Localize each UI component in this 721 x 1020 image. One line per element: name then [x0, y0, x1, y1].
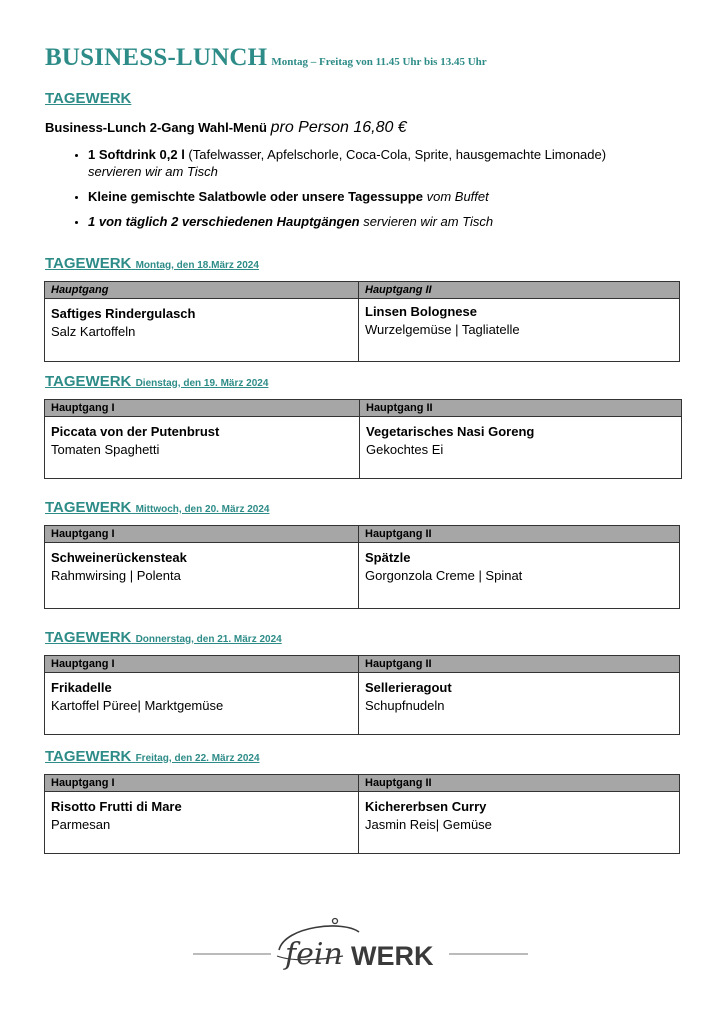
column-header: Hauptgang II [360, 400, 682, 417]
day-date: Freitag, den 22. März 2024 [135, 753, 260, 764]
menu-table-friday [44, 774, 680, 854]
offer-line [45, 119, 407, 137]
dish-cell [359, 543, 680, 609]
column-header: Hauptgang I [45, 400, 360, 417]
page-title-row [45, 44, 487, 72]
dish-name: Saftiges Rindergulasch [51, 306, 196, 321]
column-header: Hauptgang I [45, 656, 359, 673]
table-header-row [45, 400, 682, 417]
day-date: Dienstag, den 19. März 2024 [135, 378, 269, 389]
column-header: Hauptgang I [45, 526, 359, 543]
day-brand: TAGEWERK [45, 373, 132, 390]
dish-side: Wurzelgemüse | Tagliatelle [365, 322, 520, 337]
dish-cell [45, 673, 359, 735]
table-row [45, 543, 680, 609]
day-brand: TAGEWERK [45, 748, 132, 765]
dish-name: Frikadelle [51, 680, 112, 695]
table-row [45, 417, 682, 479]
day-date: Mittwoch, den 20. März 2024 [135, 504, 270, 515]
day-date: Donnerstag, den 21. März 2024 [135, 634, 282, 645]
day-heading-thursday [45, 629, 282, 646]
bullet-text: (Tafelwasser, Apfelschorle, Coca-Cola, Sprite, hausgemachte Limonade) [184, 147, 607, 162]
menu-table-monday [44, 281, 680, 362]
menu-table-wednesday [44, 525, 680, 609]
offer-bullets [45, 146, 688, 238]
dish-side: Gekochtes Ei [366, 442, 444, 457]
menu-table-tuesday [44, 399, 682, 479]
table-row [45, 792, 680, 854]
bullet-bold: 1 von täglich 2 verschiedenen Hauptgängen [88, 214, 360, 229]
page-title: BUSINESS-LUNCH [45, 44, 268, 71]
bullet-item [88, 146, 688, 180]
dish-cell [45, 543, 359, 609]
dish-name: Kichererbsen Curry [365, 799, 487, 814]
feinwerk-logo [193, 912, 528, 970]
dish-cell [45, 299, 359, 362]
column-header: Hauptgang II [359, 775, 680, 792]
logo-script-text: fein [285, 937, 343, 970]
bullet-bold: Kleine gemischte Salatbowle oder unsere Tagessuppe [88, 189, 423, 204]
dish-side: Schupfnudeln [365, 698, 445, 713]
dish-side: Rahmwirsing | Polenta [51, 568, 181, 583]
table-header-row [45, 775, 680, 792]
dish-name: Spätzle [365, 550, 411, 565]
dish-cell [45, 792, 359, 854]
table-row [45, 299, 680, 362]
menu-table-thursday [44, 655, 680, 735]
dish-name: Sellerieragout [365, 680, 452, 695]
dish-side: Parmesan [51, 817, 111, 832]
logo-bold-text: WERK [351, 941, 434, 970]
day-heading-friday [45, 748, 260, 765]
dish-name: Schweinerückensteak [51, 550, 187, 565]
dish-cell [45, 417, 360, 479]
bullet-italic: servieren wir am Tisch [363, 214, 494, 229]
dish-name: Risotto Frutti di Mare [51, 799, 182, 814]
dish-cell [359, 673, 680, 735]
column-header: Hauptgang I [45, 775, 359, 792]
table-header-row [45, 526, 680, 543]
section-heading: TAGEWERK [45, 90, 132, 107]
opening-hours: Montag – Freitag von 11.45 Uhr bis 13.45 Uhr [271, 56, 487, 68]
day-heading-tuesday [45, 373, 268, 390]
bullet-italic: servieren wir am Tisch [88, 164, 218, 179]
bullet-item [88, 213, 688, 230]
day-brand: TAGEWERK [45, 255, 132, 272]
dish-side: Salz Kartoffeln [51, 324, 136, 339]
column-header: Hauptgang II [359, 526, 680, 543]
column-header: Hauptgang II [359, 282, 680, 299]
dish-side: Kartoffel Püree| Marktgemüse [51, 698, 224, 713]
day-heading-wednesday [45, 499, 270, 516]
dish-name: Vegetarisches Nasi Goreng [366, 424, 535, 439]
offer-price: pro Person 16,80 € [270, 119, 407, 136]
day-brand: TAGEWERK [45, 499, 132, 516]
table-header-row [45, 282, 680, 299]
dish-name: Piccata von der Putenbrust [51, 424, 220, 439]
column-header: Hauptgang II [359, 656, 680, 673]
offer-label: Business-Lunch 2-Gang Wahl-Menü [45, 120, 267, 135]
dish-cell [359, 792, 680, 854]
bullet-bold: 1 Softdrink 0,2 l [88, 147, 185, 162]
dish-cell [359, 299, 680, 362]
dish-side: Tomaten Spaghetti [51, 442, 160, 457]
bullet-item [88, 188, 688, 205]
dish-side: Jasmin Reis| Gemüse [365, 817, 492, 832]
table-row [45, 673, 680, 735]
dish-cell [360, 417, 682, 479]
day-date: Montag, den 18.März 2024 [135, 260, 259, 271]
day-brand: TAGEWERK [45, 629, 132, 646]
column-header: Hauptgang [45, 282, 359, 299]
day-heading-monday [45, 255, 259, 272]
dish-name: Linsen Bolognese [365, 304, 477, 319]
table-header-row [45, 656, 680, 673]
bullet-italic: vom Buffet [426, 189, 489, 204]
dish-side: Gorgonzola Creme | Spinat [365, 568, 523, 583]
